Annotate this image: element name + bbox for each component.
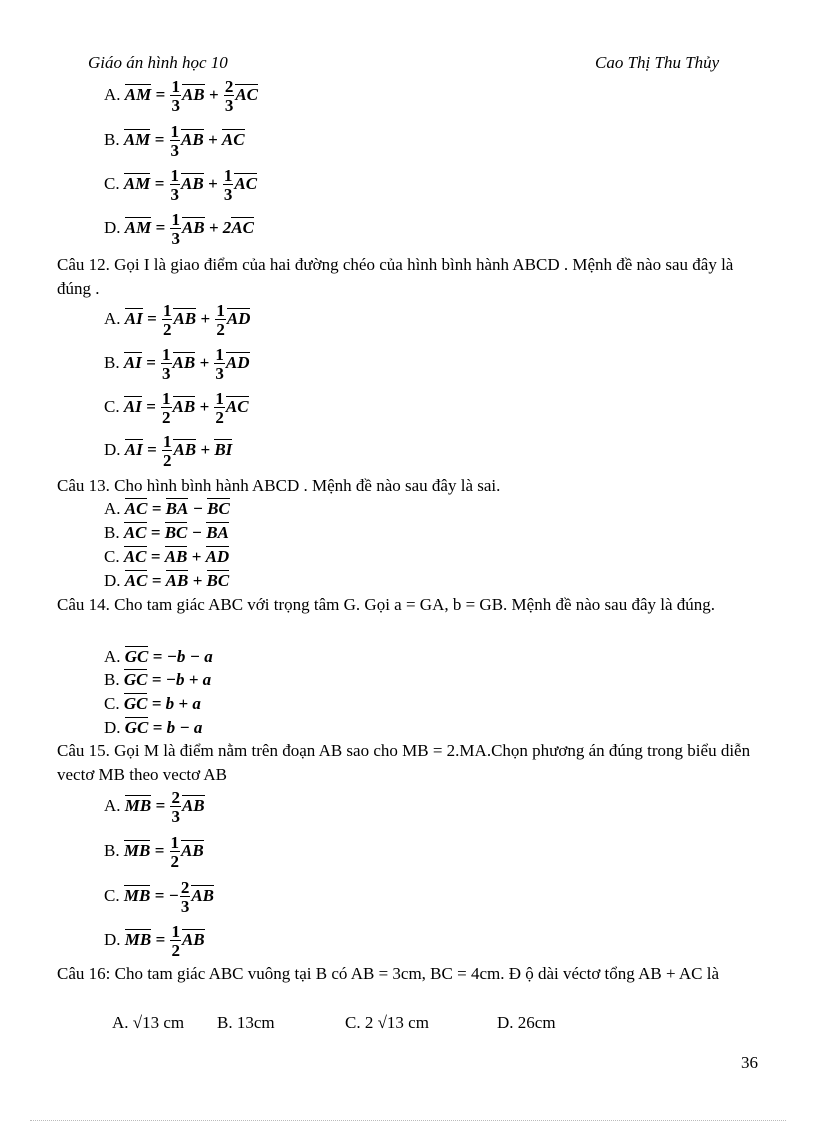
q14-stem: Câu 14. Cho tam giác ABC với trọng tâm G. Gọi a = GA, b = GB. Mệnh đề nào sau đây là đúng. [57, 595, 716, 614]
q16-option-a: A. √13 cm [112, 1013, 185, 1032]
q11-option-c: C. AM = $\frac{1}{3}$ AB + $\frac{1}{3}$ AC [104, 166, 258, 204]
q15-option-d: D. MB = $\frac{1}{2}$ AB [104, 922, 205, 960]
q14-option-a: A. GC = −b − a [104, 647, 213, 666]
q15-stem: Câu 15. Gọi M là điểm nằm trên đoạn AB sao cho MB = 2.MA.Chọn phương án đúng trong biểu diễn vectơ MB theo vectơ AB [57, 741, 751, 784]
q11-option-d: D. AM = $\frac{1}{3}$ AB + 2AC [104, 210, 254, 248]
q14-option-b: B. GC = −b + a [104, 670, 212, 689]
q14-option-d: D. GC = b − a [104, 718, 203, 737]
q13-option-d: D. AC = AB + BC [104, 571, 230, 590]
q11-option-b: B. AM = $\frac{1}{3}$ AB + AC [104, 122, 245, 160]
q14-option-c: C. GC = b + a [104, 694, 201, 713]
q12-option-c: C. AI = $\frac{1}{2}$ AB + $\frac{1}{2}$ AC [104, 389, 249, 427]
page-bottom-divider [30, 1120, 786, 1121]
q15-option-b: B. MB = $\frac{1}{2}$ AB [104, 833, 204, 871]
q12-option-d: D. AI = $\frac{1}{2}$ AB + BI [104, 432, 233, 470]
q12-stem: Câu 12. Gọi I là giao điểm của hai đường chéo của hình bình hành ABCD . Mệnh đề nào sau đây là đúng . [57, 255, 734, 298]
q13-option-a: A. AC = BA − BC [104, 499, 230, 518]
q16-stem: Câu 16: Cho tam giác ABC vuông tại B có AB = 3cm, BC = 4cm. Đ ộ dài véctơ tổng AB + AC là [57, 964, 719, 983]
q11-option-a: A. AM = $\frac{1}{3}$ AB + $\frac{2}{3}$ AC [104, 77, 258, 115]
q15-option-a: A. MB = $\frac{2}{3}$ AB [104, 788, 205, 826]
q13-option-c: C. AC = AB + AD [104, 547, 230, 566]
q12-option-b: B. AI = $\frac{1}{3}$ AB + $\frac{1}{3}$ AD [104, 345, 250, 383]
q16-option-d: D. 26cm [497, 1013, 556, 1032]
header-left: Giáo án hình học 10 [88, 53, 228, 72]
q16-option-b: B. 13cm [217, 1013, 275, 1032]
header-right: Cao Thị Thu Thủy [595, 53, 720, 72]
q15-option-c: C. MB = − $\frac{2}{3}$ AB [104, 878, 214, 916]
page-number: 36 [741, 1053, 758, 1072]
q12-option-a: A. AI = $\frac{1}{2}$ AB + $\frac{1}{2}$ AD [104, 301, 251, 339]
q13-option-b: B. AC = BC − BA [104, 523, 229, 542]
q13-stem: Câu 13. Cho hình bình hành ABCD . Mệnh đề nào sau đây là sai. [57, 476, 501, 495]
q16-option-c: C. 2 √13 cm [345, 1013, 429, 1032]
